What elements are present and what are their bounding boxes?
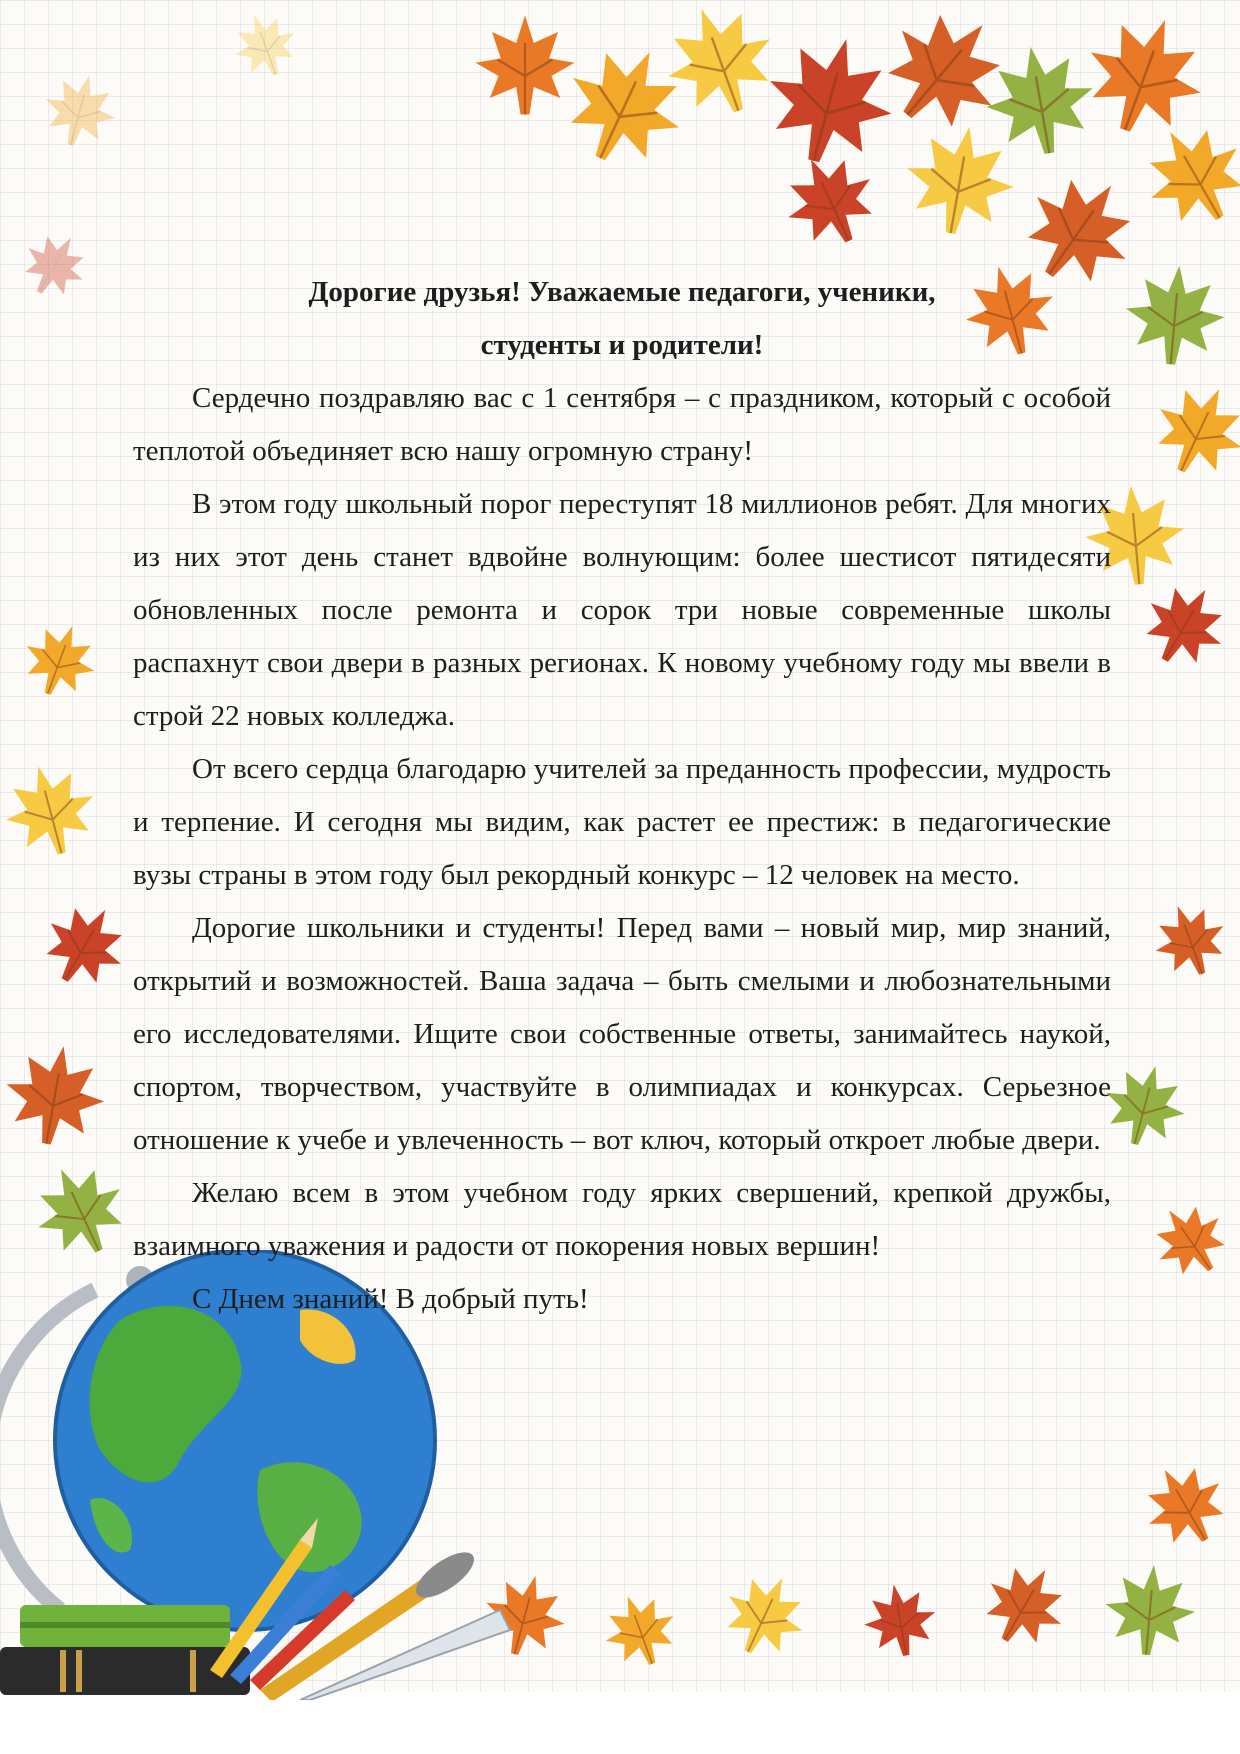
page-bottom-margin [0, 1692, 1240, 1754]
books-icon [0, 1605, 250, 1695]
maple-leaf-icon [1115, 255, 1234, 374]
maple-leaf-icon [9, 609, 112, 712]
maple-leaf-icon [964, 1544, 1087, 1667]
maple-leaf-icon [220, 0, 310, 90]
letter-paragraph: Сердечно поздравляю вас с 1 сентября – с праздником, который с особой теплотой объединяет всю нашу огромную страну! [133, 382, 1111, 467]
heading-line: студенты и родители! [480, 329, 764, 361]
letter-paragraph: В этом году школьный порог переступят 18 миллионов ребят. Для многих из них этот день станет вдвойне волнующим: более шестисот пятидесяти обновленных после ремонта и сорок три новые современные школы распахнут свои двери в разных регионах. К новому учебному году мы ввели в строй 22 новых колледжа. [133, 488, 1111, 732]
letter-paragraph: От всего сердца благодарю учителей за преданность профессии, мудрость и терпение. И сегодня мы видим, как растет ее престиж: в педагогические вузы страны в этом году был рекордный конкурс – 12 человек на место. [133, 753, 1111, 891]
maple-leaf-icon [1124, 1444, 1240, 1567]
heading-line: Дорогие друзья! Уважаемые педагоги, ученики, [308, 276, 936, 308]
maple-leaf-icon [7, 217, 103, 313]
maple-leaf-icon [1139, 889, 1240, 992]
maple-leaf-icon [0, 1031, 119, 1158]
maple-leaf-icon [24, 884, 147, 1007]
maple-leaf-icon [0, 749, 111, 871]
maple-leaf-icon [854, 1574, 947, 1667]
letter-heading [133, 266, 1111, 372]
letter-closing: С Днем знаний! В добрый путь! [192, 1283, 589, 1315]
maple-leaf-icon [1134, 364, 1240, 497]
maple-leaf-icon [589, 1579, 692, 1682]
maple-leaf-icon [1134, 1184, 1240, 1295]
letter-paragraph: Желаю всем в этом учебном году ярких свершений, крепкой дружбы, взаимного уважения и радости от покорения новых вершин! [133, 1177, 1111, 1262]
maple-leaf-icon [1096, 1556, 1204, 1664]
letter-paragraph: Дорогие школьники и студенты! Перед вами – новый мир, мир знаний, открытий и возможностей. Ваша задача – быть смелыми и любознательными его исследователями. Ищите свои собственные ответы, занимайтесь наукой, спортом, творчеством, участвуйте в олимпиадах и конкурсах. Серьезное отношение к учебе и увлеченность – вот ключ, который откроет любые двери. [133, 912, 1111, 1156]
maple-leaf-icon [705, 1555, 825, 1675]
maple-leaf-icon [31, 61, 129, 159]
greeting-letter [133, 266, 1111, 1326]
